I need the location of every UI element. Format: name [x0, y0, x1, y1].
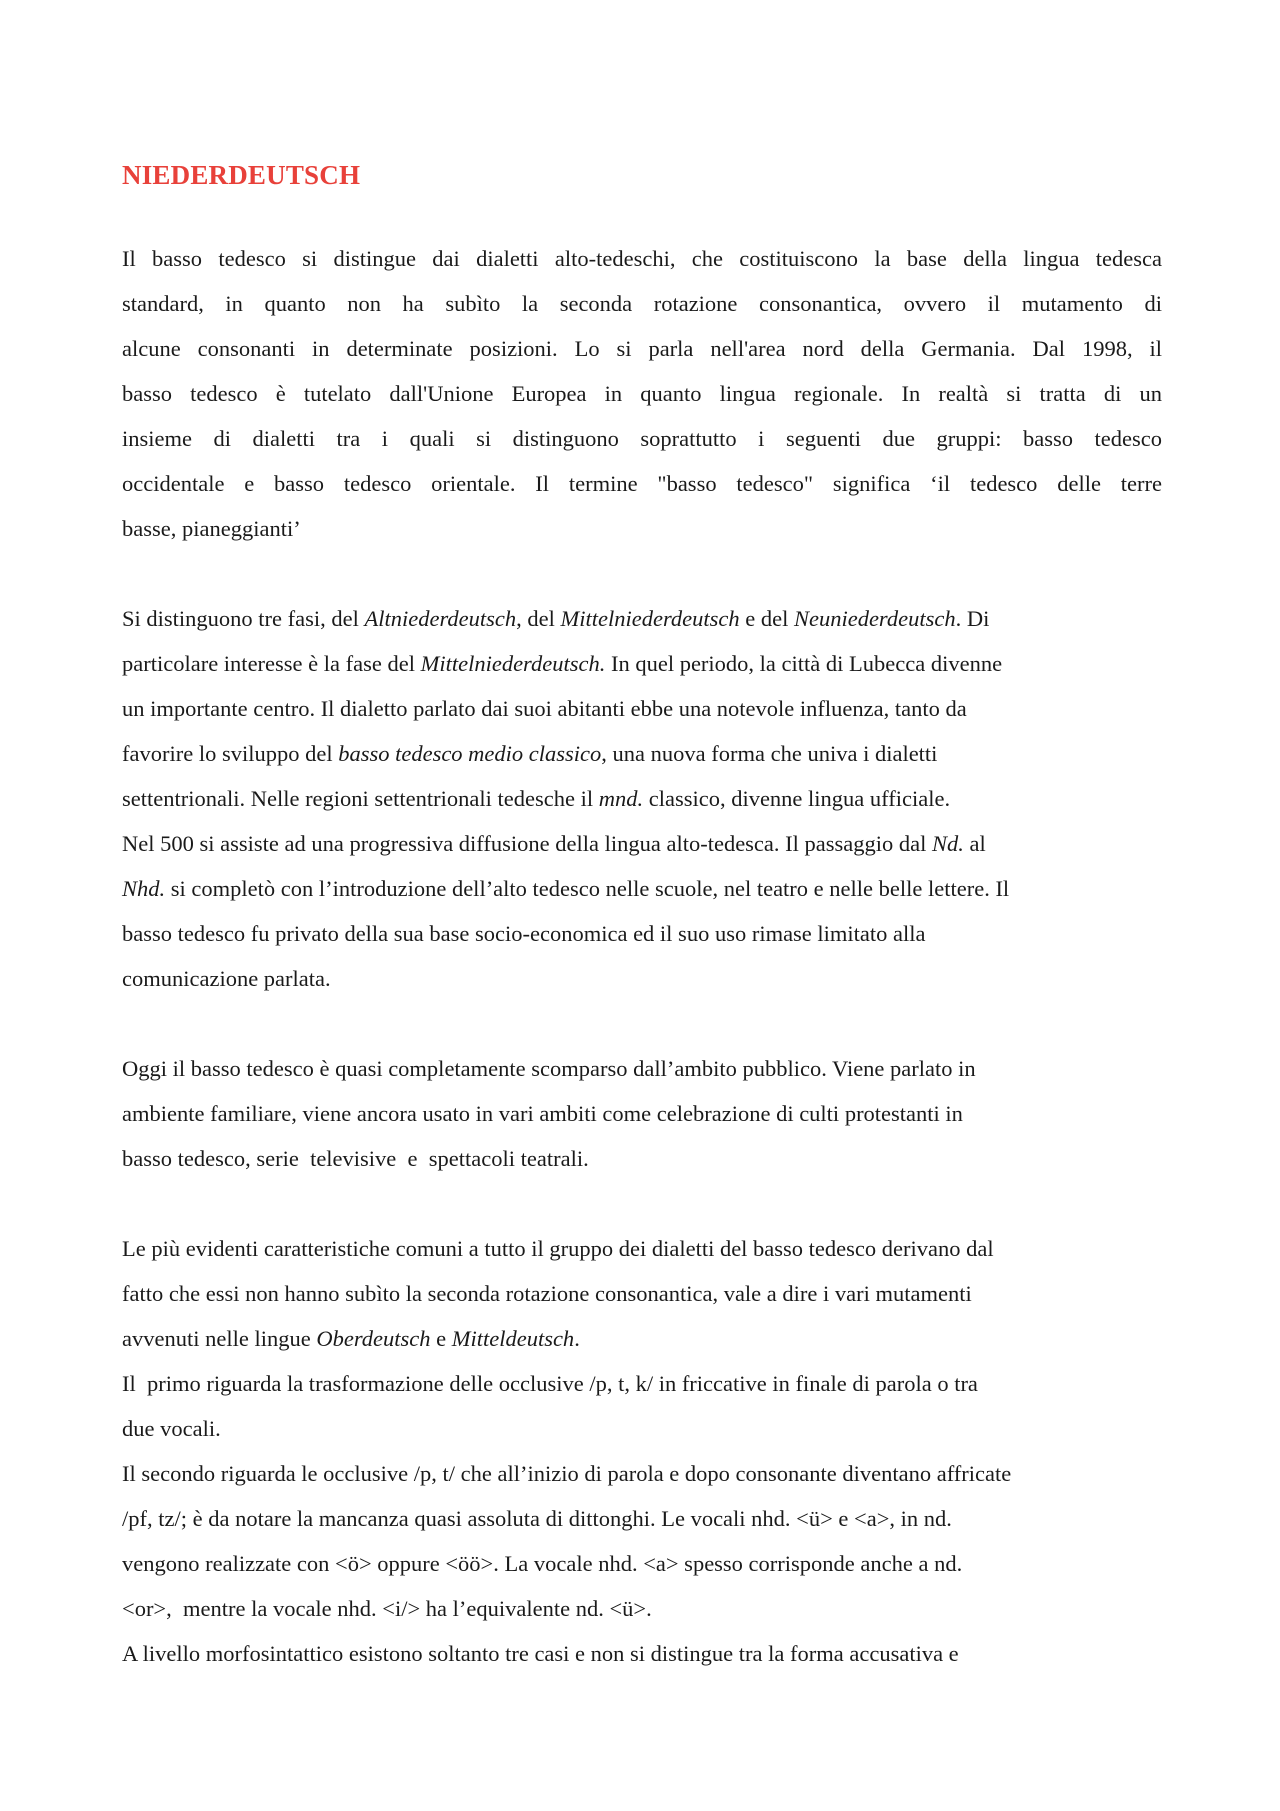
paragraph-intro [122, 236, 1162, 551]
text-line: vengono realizzate con <ö> oppure <öö>. La vocale nhd. <a> spesso corrisponde anche a nd. [122, 1551, 963, 1576]
text-line: /pf, tz/; è da notare la mancanza quasi assoluta di dittonghi. Le vocali nhd. <ü> e <a>, in nd. [122, 1506, 952, 1531]
text-line: Nel 500 si assiste ad una progressiva diffusione della lingua alto-tedesca. Il passaggio dal Nd. al [122, 831, 986, 856]
text-line: Il primo riguarda la trasformazione delle occlusive /p, t, k/ in friccative in finale di parola o tra [122, 1371, 978, 1396]
paragraph-spacer [122, 551, 1162, 596]
text-line: un importante centro. Il dialetto parlato dai suoi abitanti ebbe una notevole influenza, tanto da [122, 696, 967, 721]
text-line: fatto che essi non hanno subìto la seconda rotazione consonantica, vale a dire i vari mutamenti [122, 1281, 972, 1306]
text-line: alcune consonanti in determinate posizioni. Lo si parla nell'area nord della Germania. Dal 1998, il [122, 336, 1162, 361]
text-line: insieme di dialetti tra i quali si distinguono soprattutto i seguenti due gruppi: basso tedesco [122, 426, 1162, 451]
paragraph-today [122, 1046, 1162, 1181]
text-line: Si distinguono tre fasi, del Altniederdeutsch, del Mittelniederdeutsch e del Neuniederdeutsch. Di [122, 606, 990, 631]
text-line: basso tedesco, serie televisive e spettacoli teatrali. [122, 1146, 589, 1171]
text-line: avvenuti nelle lingue Oberdeutsch e Mitteldeutsch. [122, 1326, 580, 1351]
page-title: NIEDERDEUTSCH [122, 160, 361, 190]
paragraph-phases [122, 596, 1162, 1001]
text-line: basso tedesco è tutelato dall'Unione Europea in quanto lingua regionale. In realtà si tratta di un [122, 381, 1162, 406]
paragraph-spacer [122, 1181, 1162, 1226]
text-line: particolare interesse è la fase del Mittelniederdeutsch. In quel periodo, la città di Lubecca divenne [122, 651, 1003, 676]
text-line: basso tedesco fu privato della sua base socio-economica ed il suo uso rimase limitato alla [122, 921, 926, 946]
text-line: Oggi il basso tedesco è quasi completamente scomparso dall’ambito pubblico. Viene parlato in [122, 1056, 976, 1081]
text-line: basse, pianeggianti’ [122, 516, 301, 541]
text-line: Il basso tedesco si distingue dai dialetti alto-tedeschi, che costituiscono la base della lingua tedesca [122, 246, 1162, 271]
text-line: standard, in quanto non ha subìto la seconda rotazione consonantica, ovvero il mutamento di [122, 291, 1162, 316]
paragraph-spacer [122, 1001, 1162, 1046]
paragraph-features [122, 1226, 1162, 1676]
text-line: Il secondo riguarda le occlusive /p, t/ che all’inizio di parola e dopo consonante diventano affricate [122, 1461, 1012, 1486]
text-line: favorire lo sviluppo del basso tedesco medio classico, una nuova forma che univa i dialetti [122, 741, 938, 766]
text-line: due vocali. [122, 1416, 221, 1441]
text-line: <or>, mentre la vocale nhd. <i/> ha l’equivalente nd. <ü>. [122, 1596, 652, 1621]
text-line: occidentale e basso tedesco orientale. Il termine "basso tedesco" significa ‘il tedesco delle terre [122, 471, 1162, 496]
text-line: Le più evidenti caratteristiche comuni a tutto il gruppo dei dialetti del basso tedesco derivano dal [122, 1236, 994, 1261]
text-line: comunicazione parlata. [122, 966, 331, 991]
text-line: A livello morfosintattico esistono soltanto tre casi e non si distingue tra la forma accusativa e [122, 1641, 959, 1666]
text-line: settentrionali. Nelle regioni settentrionali tedesche il mnd. classico, divenne lingua ufficiale. [122, 786, 951, 811]
text-line: Nhd. si completò con l’introduzione dell’alto tedesco nelle scuole, nel teatro e nelle belle lettere. Il [122, 876, 1010, 901]
document-body [122, 236, 1162, 1676]
text-line: ambiente familiare, viene ancora usato in vari ambiti come celebrazione di culti protestanti in [122, 1101, 963, 1126]
